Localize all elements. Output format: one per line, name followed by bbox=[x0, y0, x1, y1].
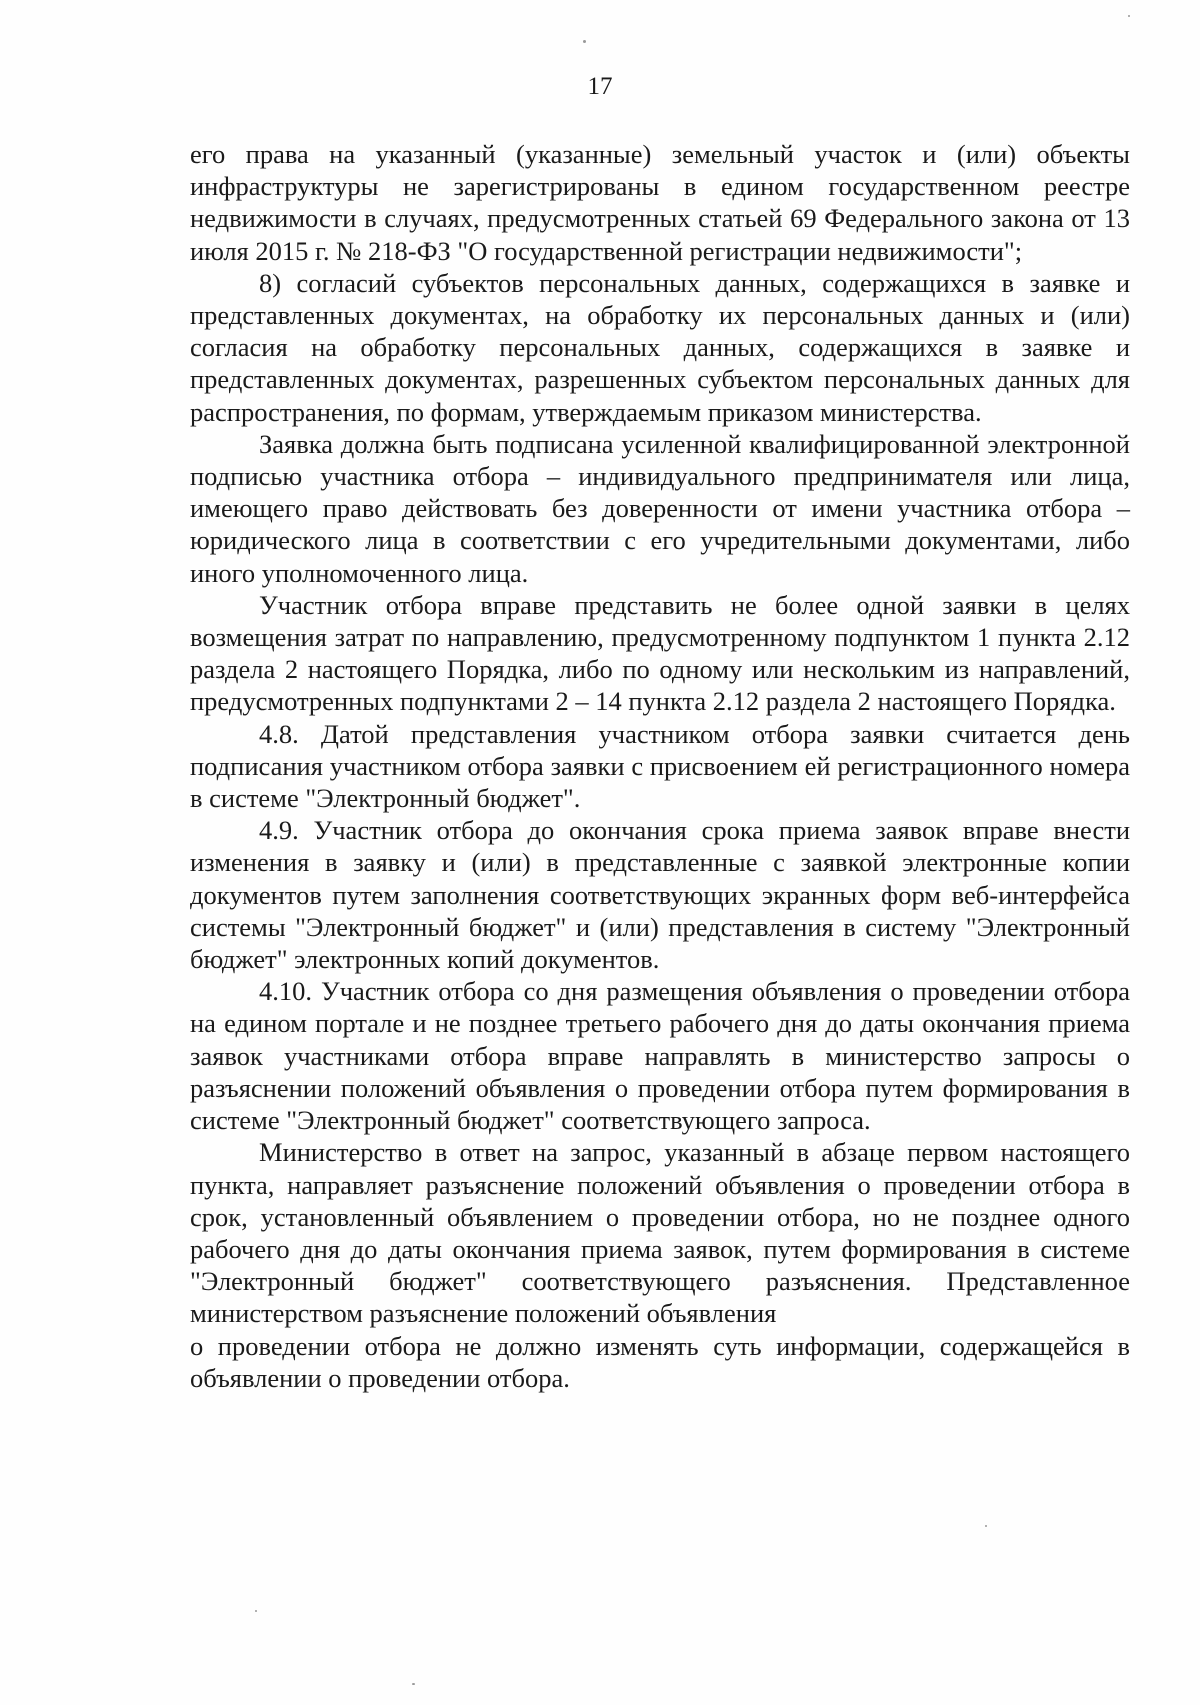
paragraph-4-9: 4.9. Участник отбора до окончания срока приема заявок вправе внести изменения в заявку и (или) в представленные с заявкой электронные копии документов путем заполнения соответствующих экранных форм веб-интерфейса системы "Электронный бюджет" и (или) представления в систему "Электронный бюджет" электронных копий документов. bbox=[190, 815, 1130, 975]
paragraph-ministry-response: Министерство в ответ на запрос, указанный в абзаце первом настоящего пункта, направляет разъяснение положений объявления о проведении отбора в срок, установленный объявлением о проведении отбора, но не позднее одного рабочего дня до даты окончания приема заявок, путем формирования в системе "Электронный бюджет" соответствующего разъяснения. Представленное министерством разъяснение положений объявления bbox=[190, 1137, 1130, 1329]
paragraph-item-8: 8) согласий субъектов персональных данных, содержащихся в заявке и представленных документах, на обработку их персональных данных и (или) согласия на обработку персональных данных, содержащихся в заявке и представленных документах, разрешенных субъектом персональных данных для распространения, по формам, утверждаемым приказом министерства. bbox=[190, 267, 1130, 427]
paragraph-single-application: Участник отбора вправе представить не более одной заявки в целях возмещения затрат по направлению, предусмотренному подпунктом 1 пункта 2.12 раздела 2 настоящего Порядка, либо по одному или нескольким из направлений, предусмотренных подпунктами 2 – 14 пункта 2.12 раздела 2 настоящего Порядка. bbox=[190, 589, 1130, 717]
paragraph-final: о проведении отбора не должно изменять суть информации, содержащейся в объявлении о проведении отбора. bbox=[190, 1330, 1130, 1393]
scan-speck bbox=[1128, 15, 1130, 17]
page-number: 17 bbox=[587, 73, 613, 100]
paragraph-4-10: 4.10. Участник отбора со дня размещения объявления о проведении отбора на едином портале и не позднее третьего рабочего дня до даты окончания приема заявок участниками отбора вправе направлять в министерство запросы о разъяснении положений объявления о проведении отбора путем формирования в системе "Электронный бюджет" соответствующего запроса. bbox=[190, 976, 1130, 1136]
paragraph-4-8: 4.8. Датой представления участником отбора заявки считается день подписания участником отбора заявки с присвоением ей регистрационного номера в системе "Электронный бюджет". bbox=[190, 718, 1130, 814]
paragraph-continuation: его права на указанный (указанные) земельный участок и (или) объекты инфраструктуры не зарегистрированы в едином государственном реестре недвижимости в случаях, предусмотренных статьей 69 Федерального закона от 13 июля 2015 г. № 218-ФЗ "О государственной регистрации недвижимости"; bbox=[190, 139, 1130, 266]
body-text bbox=[190, 138, 1130, 1394]
scan-speck bbox=[985, 1525, 987, 1527]
scan-speck bbox=[412, 1683, 415, 1685]
scan-speck bbox=[583, 40, 586, 43]
paragraph-signature-requirement: Заявка должна быть подписана усиленной квалифицированной электронной подписью участника отбора – индивидуального предпринимателя или лица, имеющего право действовать без доверенности от имени участника отбора – юридического лица в соответствии с его учредительными документами, либо иного уполномоченного лица. bbox=[190, 428, 1130, 588]
scan-speck bbox=[255, 1610, 257, 1612]
